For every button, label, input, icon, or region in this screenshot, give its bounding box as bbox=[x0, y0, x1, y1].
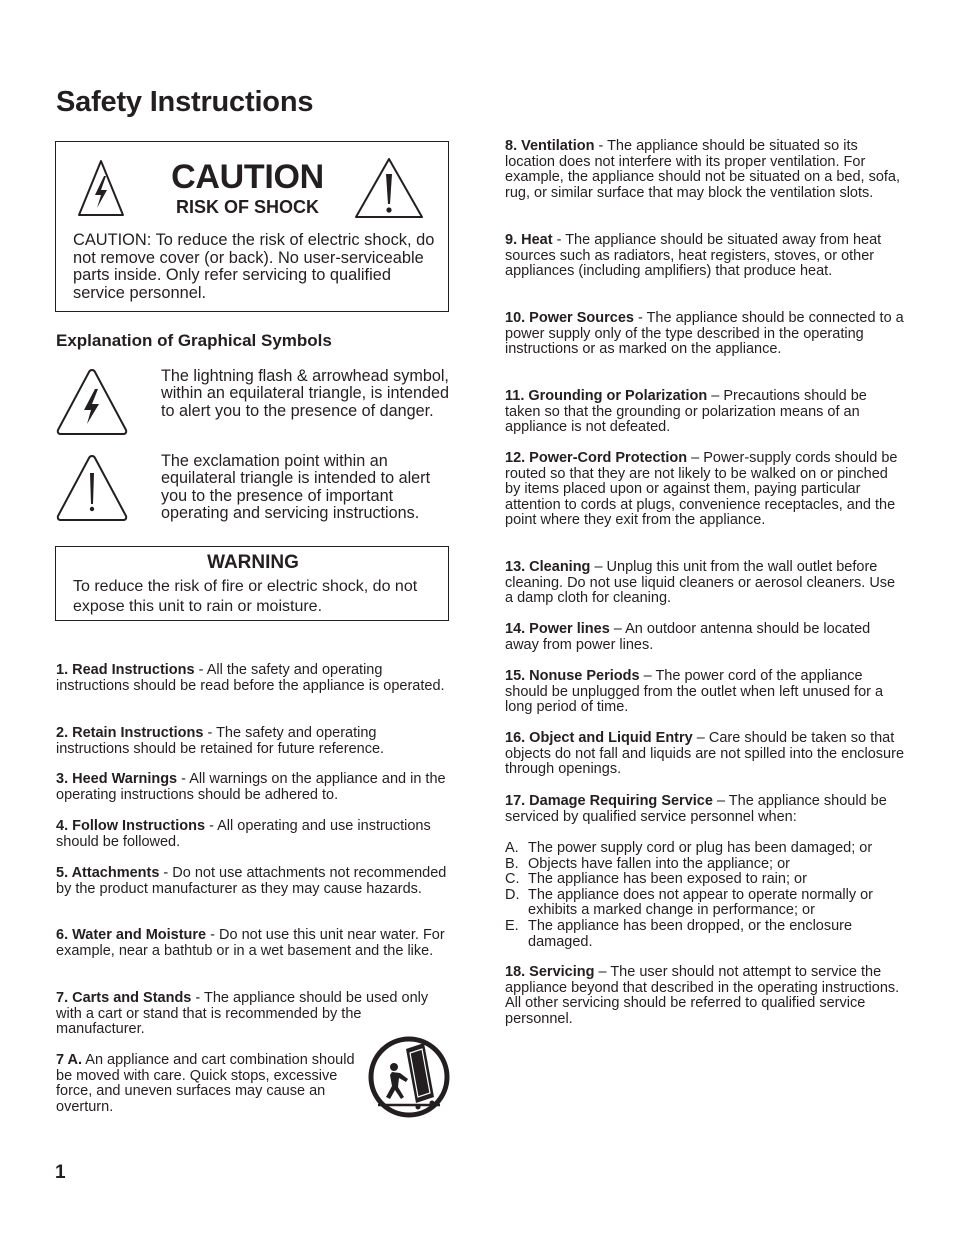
instruction-item: 15. Nonuse Periods – The power cord of the appliance should be unplugged from the outlet when left unused for a long period of time. bbox=[505, 668, 884, 716]
page-title: Safety Instructions bbox=[56, 86, 314, 118]
cart-tip-over-icon bbox=[368, 1035, 450, 1119]
instruction-item: 11. Grounding or Polarization – Precautions should be taken so that the grounding or polarization means of an appliance is not defeated. bbox=[505, 388, 867, 436]
instruction-item: 9. Heat - The appliance should be situated away from heat sources such as radiators, heat registers, stoves, or other appliances (including amplifiers) that produce heat. bbox=[505, 232, 882, 280]
list-item: D. The appliance does not appear to operate normally or exhibits a marked change in performance; or bbox=[505, 886, 873, 919]
instruction-item: 5. Attachments - Do not use attachments not recommended by the product manufacturer as they may cause hazards. bbox=[56, 865, 447, 897]
caution-box bbox=[55, 141, 449, 312]
instruction-item: 4. Follow Instructions - All operating and use instructions should be followed. bbox=[56, 818, 431, 850]
instruction-item: 3. Heed Warnings - All warnings on the appliance and in the operating instructions should be adhered to. bbox=[56, 771, 446, 803]
lightning-triangle-icon bbox=[76, 158, 126, 218]
instruction-item: 18. Servicing – The user should not attempt to service the appliance beyond that described in the operating instructions. All other servicing should be referred to qualified service personnel. bbox=[505, 964, 900, 1027]
instruction-item: 1. Read Instructions - All the safety and operating instructions should be read before the appliance is operated. bbox=[56, 662, 445, 694]
list-item: A. The power supply cord or plug has been damaged; or bbox=[505, 840, 873, 856]
warning-text: To reduce the risk of fire or electric shock, do not expose this unit to rain or moisture. bbox=[73, 578, 418, 615]
explanation-heading: Explanation of Graphical Symbols bbox=[56, 331, 332, 350]
instruction-item: 14. Power lines – An outdoor antenna should be located away from power lines. bbox=[505, 621, 871, 653]
instruction-item: 2. Retain Instructions - The safety and operating instructions should be retained for future reference. bbox=[56, 725, 385, 757]
lightning-symbol-explanation: The lightning flash & arrowhead symbol, within an equilateral triangle, is intended to alert you to the presence of danger. bbox=[161, 367, 449, 420]
page-number: 1 bbox=[55, 1162, 66, 1183]
instruction-item: 17. Damage Requiring Service – The appliance should be serviced by qualified service personnel when: bbox=[505, 793, 887, 825]
instruction-item: 16. Object and Liquid Entry – Care should be taken so that objects do not fall and liquids are not spilled into the enclosure through openings. bbox=[505, 730, 905, 778]
list-item: B. Objects have fallen into the appliance; or bbox=[505, 855, 790, 872]
caution-text: CAUTION: To reduce the risk of electric shock, do not remove cover (or back). No user-serviceable parts inside. Only refer servicing to qualified service personnel. bbox=[73, 231, 435, 302]
lightning-triangle-icon bbox=[55, 367, 129, 437]
caution-subtitle: RISK OF SHOCK bbox=[175, 197, 319, 217]
damage-conditions-list bbox=[505, 841, 915, 950]
instruction-item-7a: 7 A. An appliance and cart combination should be moved with care. Quick stops, excessive force, and uneven surfaces may cause an overturn. bbox=[56, 1052, 355, 1115]
list-item: E. The appliance has been dropped, or the enclosure damaged. bbox=[505, 917, 853, 950]
exclamation-symbol-explanation: The exclamation point within an equilateral triangle is intended to alert you to the presence of important operating and servicing instructions. bbox=[161, 452, 431, 522]
instruction-item: 6. Water and Moisture - Do not use this unit near water. For example, near a bathtub or in a wet basement and the like. bbox=[56, 927, 445, 959]
instruction-item: 8. Ventilation - The appliance should be situated so its location does not interfere with its proper ventilation. For example, the appliance should not be situated on a bed, sofa, rug, or similar surface that may block the ventilation slots. bbox=[505, 138, 901, 201]
instruction-item: 10. Power Sources - The appliance should be connected to a power supply only of the type described in the operating instructions or as marked on the appliance. bbox=[505, 310, 904, 358]
instruction-item: 12. Power-Cord Protection – Power-supply cords should be routed so that they are not likely to be walked on or pinched by items placed upon or against them, paying particular attention to cords at plugs, convenience receptacles, and the point where they exit from the appliance. bbox=[505, 450, 898, 529]
warning-title: WARNING bbox=[207, 552, 299, 573]
caution-title: CAUTION bbox=[171, 158, 324, 196]
instruction-item: 13. Cleaning – Unplug this unit from the wall outlet before cleaning. Do not use liquid cleaners or aerosol cleaners. Use a damp cloth for cleaning. bbox=[505, 559, 896, 607]
list-item: C. The appliance has been exposed to rain; or bbox=[505, 871, 807, 888]
instruction-item: 7. Carts and Stands - The appliance should be used only with a cart or stand that is recommended by the manufacturer. bbox=[56, 990, 429, 1038]
warning-box bbox=[55, 546, 449, 621]
exclamation-triangle-icon bbox=[55, 453, 129, 523]
exclamation-triangle-icon bbox=[353, 156, 425, 220]
